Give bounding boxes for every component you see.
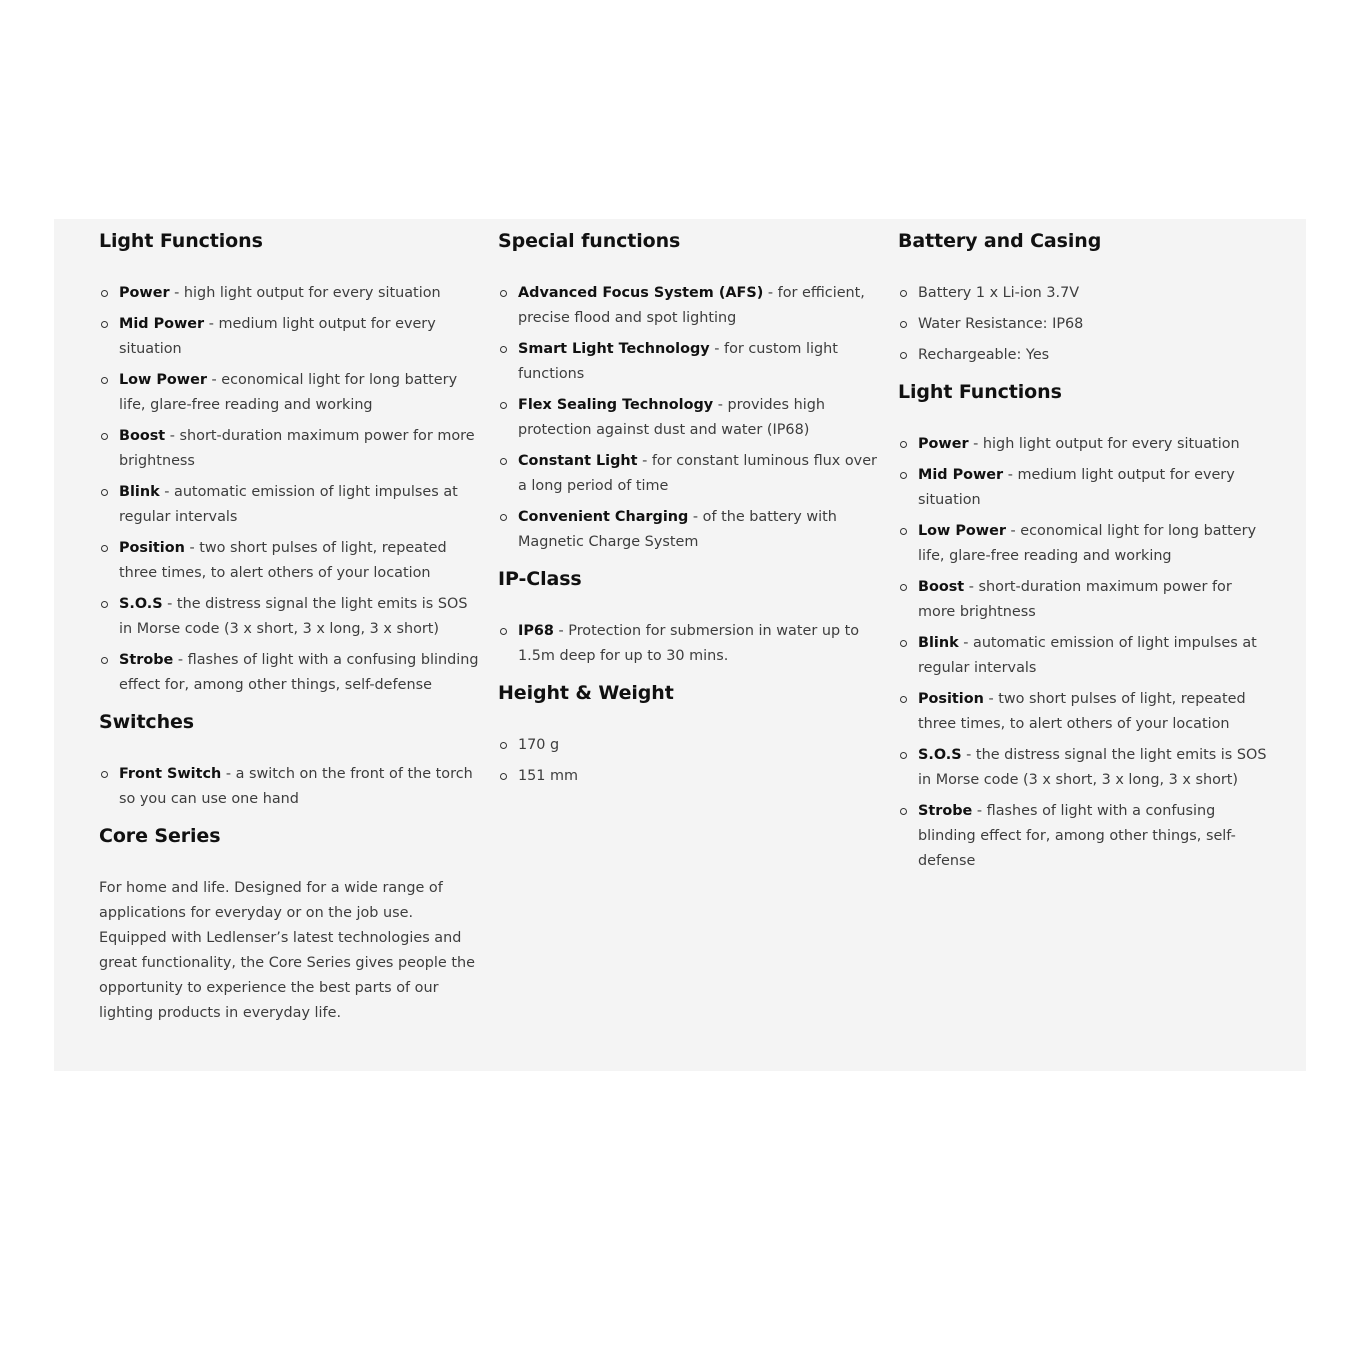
list-item (99, 368, 479, 418)
list-item (99, 312, 479, 362)
section-heading: Height & Weight (498, 682, 674, 704)
item-text: - provides high protection against dust and water (IP68) (518, 397, 825, 438)
section-height-weight (498, 679, 878, 789)
list-item (99, 424, 479, 474)
section-special-functions (498, 227, 878, 555)
item-text: - economical light for long battery life, glare-free reading and working (918, 523, 1257, 564)
bullet-icon (900, 584, 907, 591)
bullet-icon (101, 377, 108, 384)
bullet-icon (101, 290, 108, 297)
bullet-icon (500, 458, 507, 465)
list-item (898, 799, 1273, 874)
item-text: - Protection for submersion in water up to 1.5m deep for up to 30 mins. (518, 623, 860, 664)
list-item (498, 619, 878, 669)
item-label: Low Power (119, 372, 207, 388)
bullet-icon (101, 321, 108, 328)
item-label: Mid Power (918, 467, 1004, 483)
list-item (99, 648, 479, 698)
feature-list (99, 762, 479, 812)
bullet-icon (900, 290, 907, 297)
list-item (498, 337, 878, 387)
bullet-icon (900, 321, 907, 328)
list-item (498, 281, 878, 331)
section-light-functions (99, 227, 479, 698)
list-item (99, 592, 479, 642)
section-heading: Special functions (498, 230, 681, 252)
bullet-icon (900, 528, 907, 535)
bullet-icon (900, 441, 907, 448)
bullet-icon (101, 545, 108, 552)
item-text: - automatic emission of light impulses at regular intervals (119, 484, 458, 525)
bullet-icon (101, 771, 108, 778)
bullet-icon (101, 601, 108, 608)
specs-column-1 (99, 227, 479, 1036)
bullet-icon (500, 628, 507, 635)
list-item (898, 432, 1273, 457)
item-label: Front Switch (119, 766, 222, 782)
item-label: IP68 (518, 623, 554, 639)
item-text: Battery 1 x Li-ion 3.7V (918, 285, 1080, 301)
list-item (498, 764, 878, 789)
bullet-icon (500, 402, 507, 409)
section-ip-class (498, 565, 878, 669)
item-label: Boost (918, 579, 965, 595)
section-heading: Light Functions (99, 230, 263, 252)
bullet-icon (101, 657, 108, 664)
item-text: - medium light output for every situation (918, 467, 1235, 508)
bullet-icon (900, 352, 907, 359)
list-item (898, 631, 1273, 681)
item-label: Strobe (119, 652, 174, 668)
list-item (898, 519, 1273, 569)
section-switches (99, 708, 479, 812)
feature-list (498, 619, 878, 669)
item-text: - of the battery with Magnetic Charge System (518, 509, 837, 550)
item-text: - flashes of light with a confusing blinding effect for, among other things, self-defense (918, 803, 1236, 869)
section-battery-casing (898, 227, 1273, 368)
item-label: Advanced Focus System (AFS) (518, 285, 764, 301)
item-label: Flex Sealing Technology (518, 397, 714, 413)
list-item (99, 762, 479, 812)
feature-list (99, 281, 479, 698)
bullet-icon (900, 752, 907, 759)
item-text: - a switch on the front of the torch so you can use one hand (119, 766, 473, 807)
item-text: - automatic emission of light impulses at regular intervals (918, 635, 1257, 676)
item-text: - the distress signal the light emits is SOS in Morse code (3 x short, 3 x long, 3 x short) (119, 596, 468, 637)
bullet-icon (500, 290, 507, 297)
list-item (898, 343, 1273, 368)
item-text: Rechargeable: Yes (918, 347, 1050, 363)
list-item (898, 463, 1273, 513)
item-label: S.O.S (119, 596, 163, 612)
bullet-icon (900, 696, 907, 703)
list-item (898, 312, 1273, 337)
item-label: Position (918, 691, 984, 707)
bullet-icon (900, 472, 907, 479)
item-text: - for efficient, precise flood and spot lighting (518, 285, 865, 326)
section-light-functions-2 (898, 378, 1273, 874)
item-label: Boost (119, 428, 166, 444)
bullet-icon (900, 640, 907, 647)
feature-list (898, 432, 1273, 874)
section-heading: Battery and Casing (898, 230, 1102, 252)
list-item (498, 449, 878, 499)
item-text: - flashes of light with a confusing blinding effect for, among other things, self-defense (119, 652, 479, 693)
item-label: Power (918, 436, 969, 452)
bullet-icon (500, 742, 507, 749)
list-item (99, 281, 479, 306)
item-label: Blink (918, 635, 959, 651)
item-text: - high light output for every situation (169, 285, 441, 301)
list-item (498, 505, 878, 555)
list-item (498, 733, 878, 758)
item-text: 170 g (518, 737, 560, 753)
list-item (498, 393, 878, 443)
item-text: - two short pulses of light, repeated three times, to alert others of your location (918, 691, 1246, 732)
list-item (898, 575, 1273, 625)
item-label: Smart Light Technology (518, 341, 710, 357)
item-label: S.O.S (918, 747, 962, 763)
bullet-icon (500, 773, 507, 780)
item-label: Mid Power (119, 316, 205, 332)
section-heading: IP-Class (498, 568, 582, 590)
bullet-icon (101, 433, 108, 440)
list-item (898, 743, 1273, 793)
item-text: - for constant luminous flux over a long period of time (518, 453, 877, 494)
item-text: Water Resistance: IP68 (918, 316, 1084, 332)
specs-column-3 (898, 227, 1273, 884)
list-item (99, 536, 479, 586)
bullet-icon (101, 489, 108, 496)
item-text: - the distress signal the light emits is SOS in Morse code (3 x short, 3 x long, 3 x short) (918, 747, 1267, 788)
product-specs-panel (54, 219, 1306, 1071)
item-label: Low Power (918, 523, 1006, 539)
item-text: - high light output for every situation (968, 436, 1240, 452)
specs-column-2 (498, 227, 878, 799)
item-label: Strobe (918, 803, 973, 819)
item-label: Constant Light (518, 453, 638, 469)
bullet-icon (900, 808, 907, 815)
item-text: - two short pulses of light, repeated three times, to alert others of your location (119, 540, 447, 581)
feature-list (498, 281, 878, 555)
bullet-icon (500, 346, 507, 353)
item-text: 151 mm (518, 768, 579, 784)
item-text: - short-duration maximum power for more brightness (918, 579, 1232, 620)
item-text: - short-duration maximum power for more brightness (119, 428, 475, 469)
item-text: - economical light for long battery life, glare-free reading and working (119, 372, 458, 413)
section-heading: Switches (99, 711, 195, 733)
section-heading: Light Functions (898, 381, 1062, 403)
item-text: - for custom light functions (518, 341, 838, 382)
feature-list (898, 281, 1273, 368)
section-heading: Core Series (99, 825, 221, 847)
item-text: - medium light output for every situation (119, 316, 436, 357)
item-label: Blink (119, 484, 160, 500)
list-item (898, 281, 1273, 306)
item-label: Convenient Charging (518, 509, 689, 525)
bullet-icon (500, 514, 507, 521)
item-label: Position (119, 540, 185, 556)
feature-list (498, 733, 878, 789)
core-series-description: For home and life. Designed for a wide range of applications for everyday or on the job use. Equipped with Ledlenser’s latest technologies and great functionality, the Core Series gives people the opportunity to experience the best parts of our lighting products in everyday life. (99, 880, 475, 1021)
list-item (99, 480, 479, 530)
item-label: Power (119, 285, 170, 301)
list-item (898, 687, 1273, 737)
section-core-series (99, 822, 479, 1026)
